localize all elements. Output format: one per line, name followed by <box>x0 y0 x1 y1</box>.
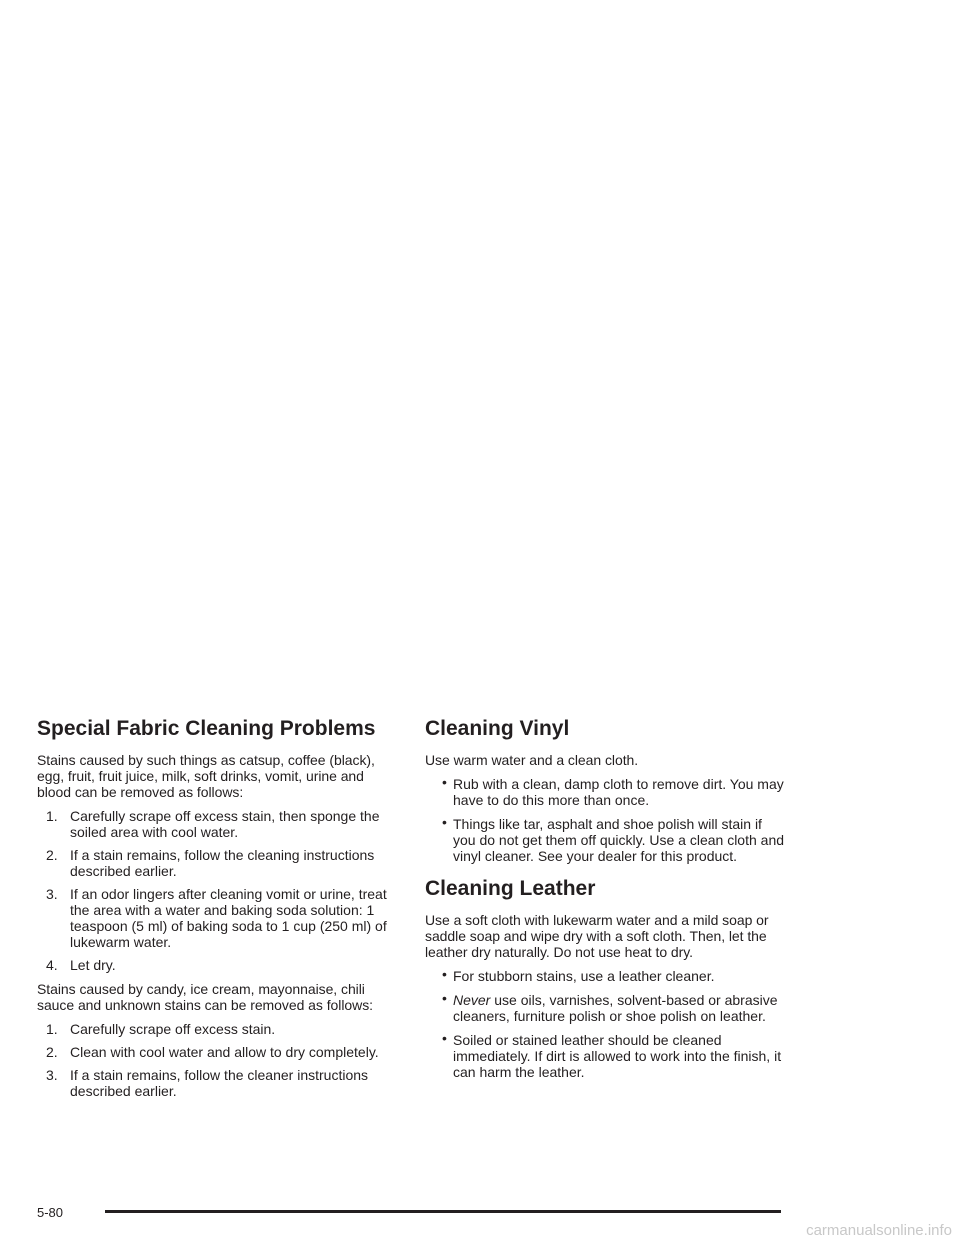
vinyl-bullets <box>425 776 785 864</box>
left-column <box>37 716 395 1107</box>
special-fabric-heading: Special Fabric Cleaning Problems <box>37 717 376 740</box>
list-item: 3. If a stain remains, follow the cleaner instructions described earlier. <box>46 1067 369 1099</box>
bullet-icon: • <box>442 814 447 830</box>
list-item: 2. Clean with cool water and allow to dry completely. <box>46 1044 379 1060</box>
list-item: • For stubborn stains, use a leather cleaner. <box>442 966 715 984</box>
watermark-text: carmanualsonline.info <box>806 1222 952 1239</box>
leather-bullets <box>425 968 785 1080</box>
list-item: 1. Carefully scrape off excess stain. <box>46 1021 276 1037</box>
fabric-steps-1 <box>37 808 395 973</box>
list-item: 1. Carefully scrape off excess stain, then sponge the soiled area with cool water. <box>46 808 380 840</box>
fabric-intro-1: Stains caused by such things as catsup, coffee (black), egg, fruit, fruit juice, milk, soft drinks, vomit, urine and blood can be removed as follows: <box>37 752 375 800</box>
leather-intro: Use a soft cloth with lukewarm water and a mild soap or saddle soap and wipe dry with a soft cloth. Then, let the leather dry naturally. Do not use heat to dry. <box>425 912 769 960</box>
cleaning-vinyl-heading: Cleaning Vinyl <box>425 717 570 740</box>
fabric-intro-2: Stains caused by candy, ice cream, mayonnaise, chili sauce and unknown stains can be removed as follows: <box>37 981 373 1013</box>
list-item: • Never use oils, varnishes, solvent-based or abrasive cleaners, furniture polish or shoe polish on leather. <box>442 990 778 1024</box>
list-item: 2. If a stain remains, follow the cleaning instructions described earlier. <box>46 847 375 879</box>
never-emphasis: Never <box>453 992 491 1008</box>
list-item: 4. Let dry. <box>46 957 116 973</box>
vinyl-intro: Use warm water and a clean cloth. <box>425 752 639 768</box>
list-item: • Rub with a clean, damp cloth to remove dirt. You may have to do this more than once. <box>442 774 784 808</box>
bullet-icon: • <box>442 1030 447 1046</box>
list-item: 3. If an odor lingers after cleaning vomit or urine, treat the area with a water and baking soda solution: 1 teaspoon (5 ml) of baking soda to 1 cup (250 ml) of lukewarm water. <box>46 886 387 950</box>
cleaning-leather-heading: Cleaning Leather <box>425 877 596 900</box>
footer-rule <box>105 1210 781 1213</box>
bullet-icon: • <box>442 774 447 790</box>
fabric-steps-2 <box>37 1021 395 1099</box>
bullet-icon: • <box>442 966 447 982</box>
list-item: • Soiled or stained leather should be cleaned immediately. If dirt is allowed to work into the finish, it can harm the leather. <box>442 1030 782 1080</box>
bullet-icon: • <box>442 990 447 1006</box>
page-number: 5-80 <box>37 1205 64 1220</box>
right-column <box>425 716 785 1088</box>
list-item: • Things like tar, asphalt and shoe polish will stain if you do not get them off quickly. Use a clean cloth and vinyl cleaner. See your dealer for this product. <box>442 814 785 864</box>
